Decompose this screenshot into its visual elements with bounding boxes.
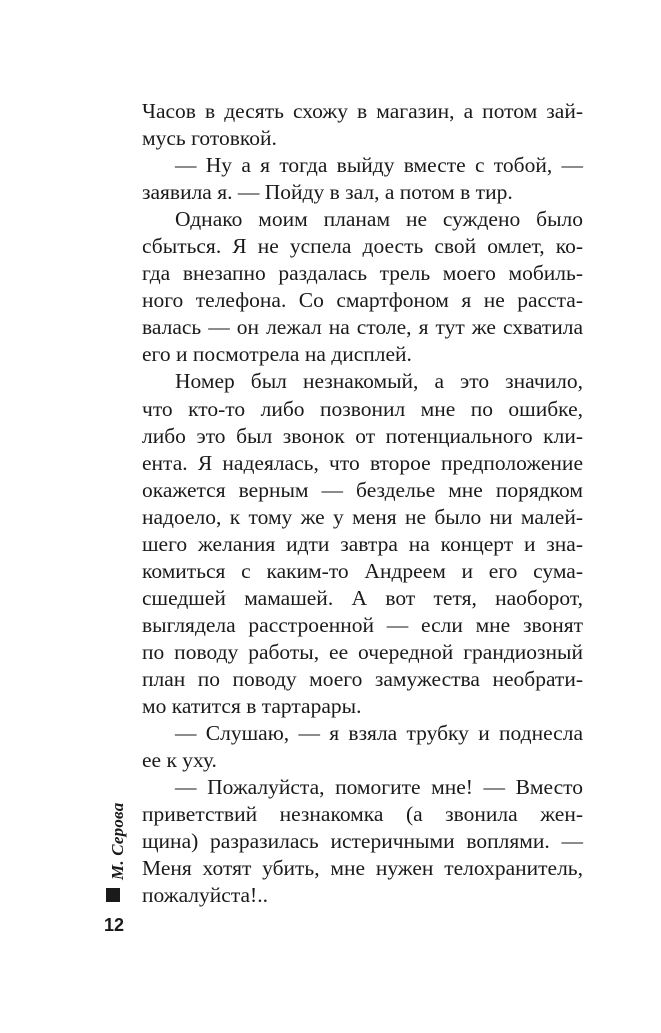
text-line: либо это был звонок от потенциального кли- [142,423,583,448]
text-line: надоело, к тому же у меня не было ни малей- [142,504,583,529]
text-line: его и посмотрела на дисплей. [142,342,412,367]
text-line: щина) разразилась истеричными воплями. — [142,829,583,854]
text-line: мо катится в тартарары. [142,694,362,719]
text-line: что кто-то либо позвонил мне по ошибке, [142,396,583,421]
text-line: по поводу работы, ее очередной грандиозный [142,639,583,664]
text-line: мусь готовкой. [142,126,277,151]
text-line: ее к уху. [142,748,217,773]
text-line: валась — он лежал на столе, я тут же схватила [142,315,583,340]
text-line: пожалуйста!.. [142,883,268,908]
text-line: заявила я. — Пойду в зал, а потом в тир. [142,180,513,205]
text-line: сшедшей мамашей. А вот тетя, наоборот, [142,585,583,610]
body-text [142,98,583,909]
text-line: Часов в десять схожу в магазин, а потом зай- [142,99,583,123]
text-line: — Слушаю, — я взяла трубку и поднесла [175,721,583,746]
text-line: гда внезапно раздалась трель моего мобиль- [142,261,583,286]
text-line: Номер был незнакомый, а это значило, [175,369,583,394]
text-line: — Ну а я тогда выйду вместе с тобой, — [175,153,583,178]
text-line: выглядела расстроенной — если мне звонят [142,612,583,637]
text-line: Однако моим планам не суждено было [175,207,583,232]
text-line: комиться с каким-то Андреем и его сума- [142,558,583,583]
text-line: Меня хотят убить, мне нужен телохранитель, [142,856,583,881]
text-line: приветствий незнакомка (а звонила жен- [142,802,583,827]
page-number: 12 [104,915,125,935]
text-line: — Пожалуйста, помогите мне! — Вместо [175,775,583,800]
text-line: ента. Я надеялась, что второе предположение [142,450,583,475]
author-running-head: М. Серова [108,802,127,880]
text-line: ного телефона. Со смартфоном я не расста- [142,288,583,313]
text-line: сбыться. Я не успела доесть свой омлет, ко- [142,234,583,259]
text-line: план по поводу моего замужества необрати- [142,666,583,691]
square-bullet-icon [106,888,120,902]
text-line: окажется верным — безделье мне порядком [142,477,583,502]
text-line: шего желания идти завтра на концерт и зна- [142,531,583,556]
